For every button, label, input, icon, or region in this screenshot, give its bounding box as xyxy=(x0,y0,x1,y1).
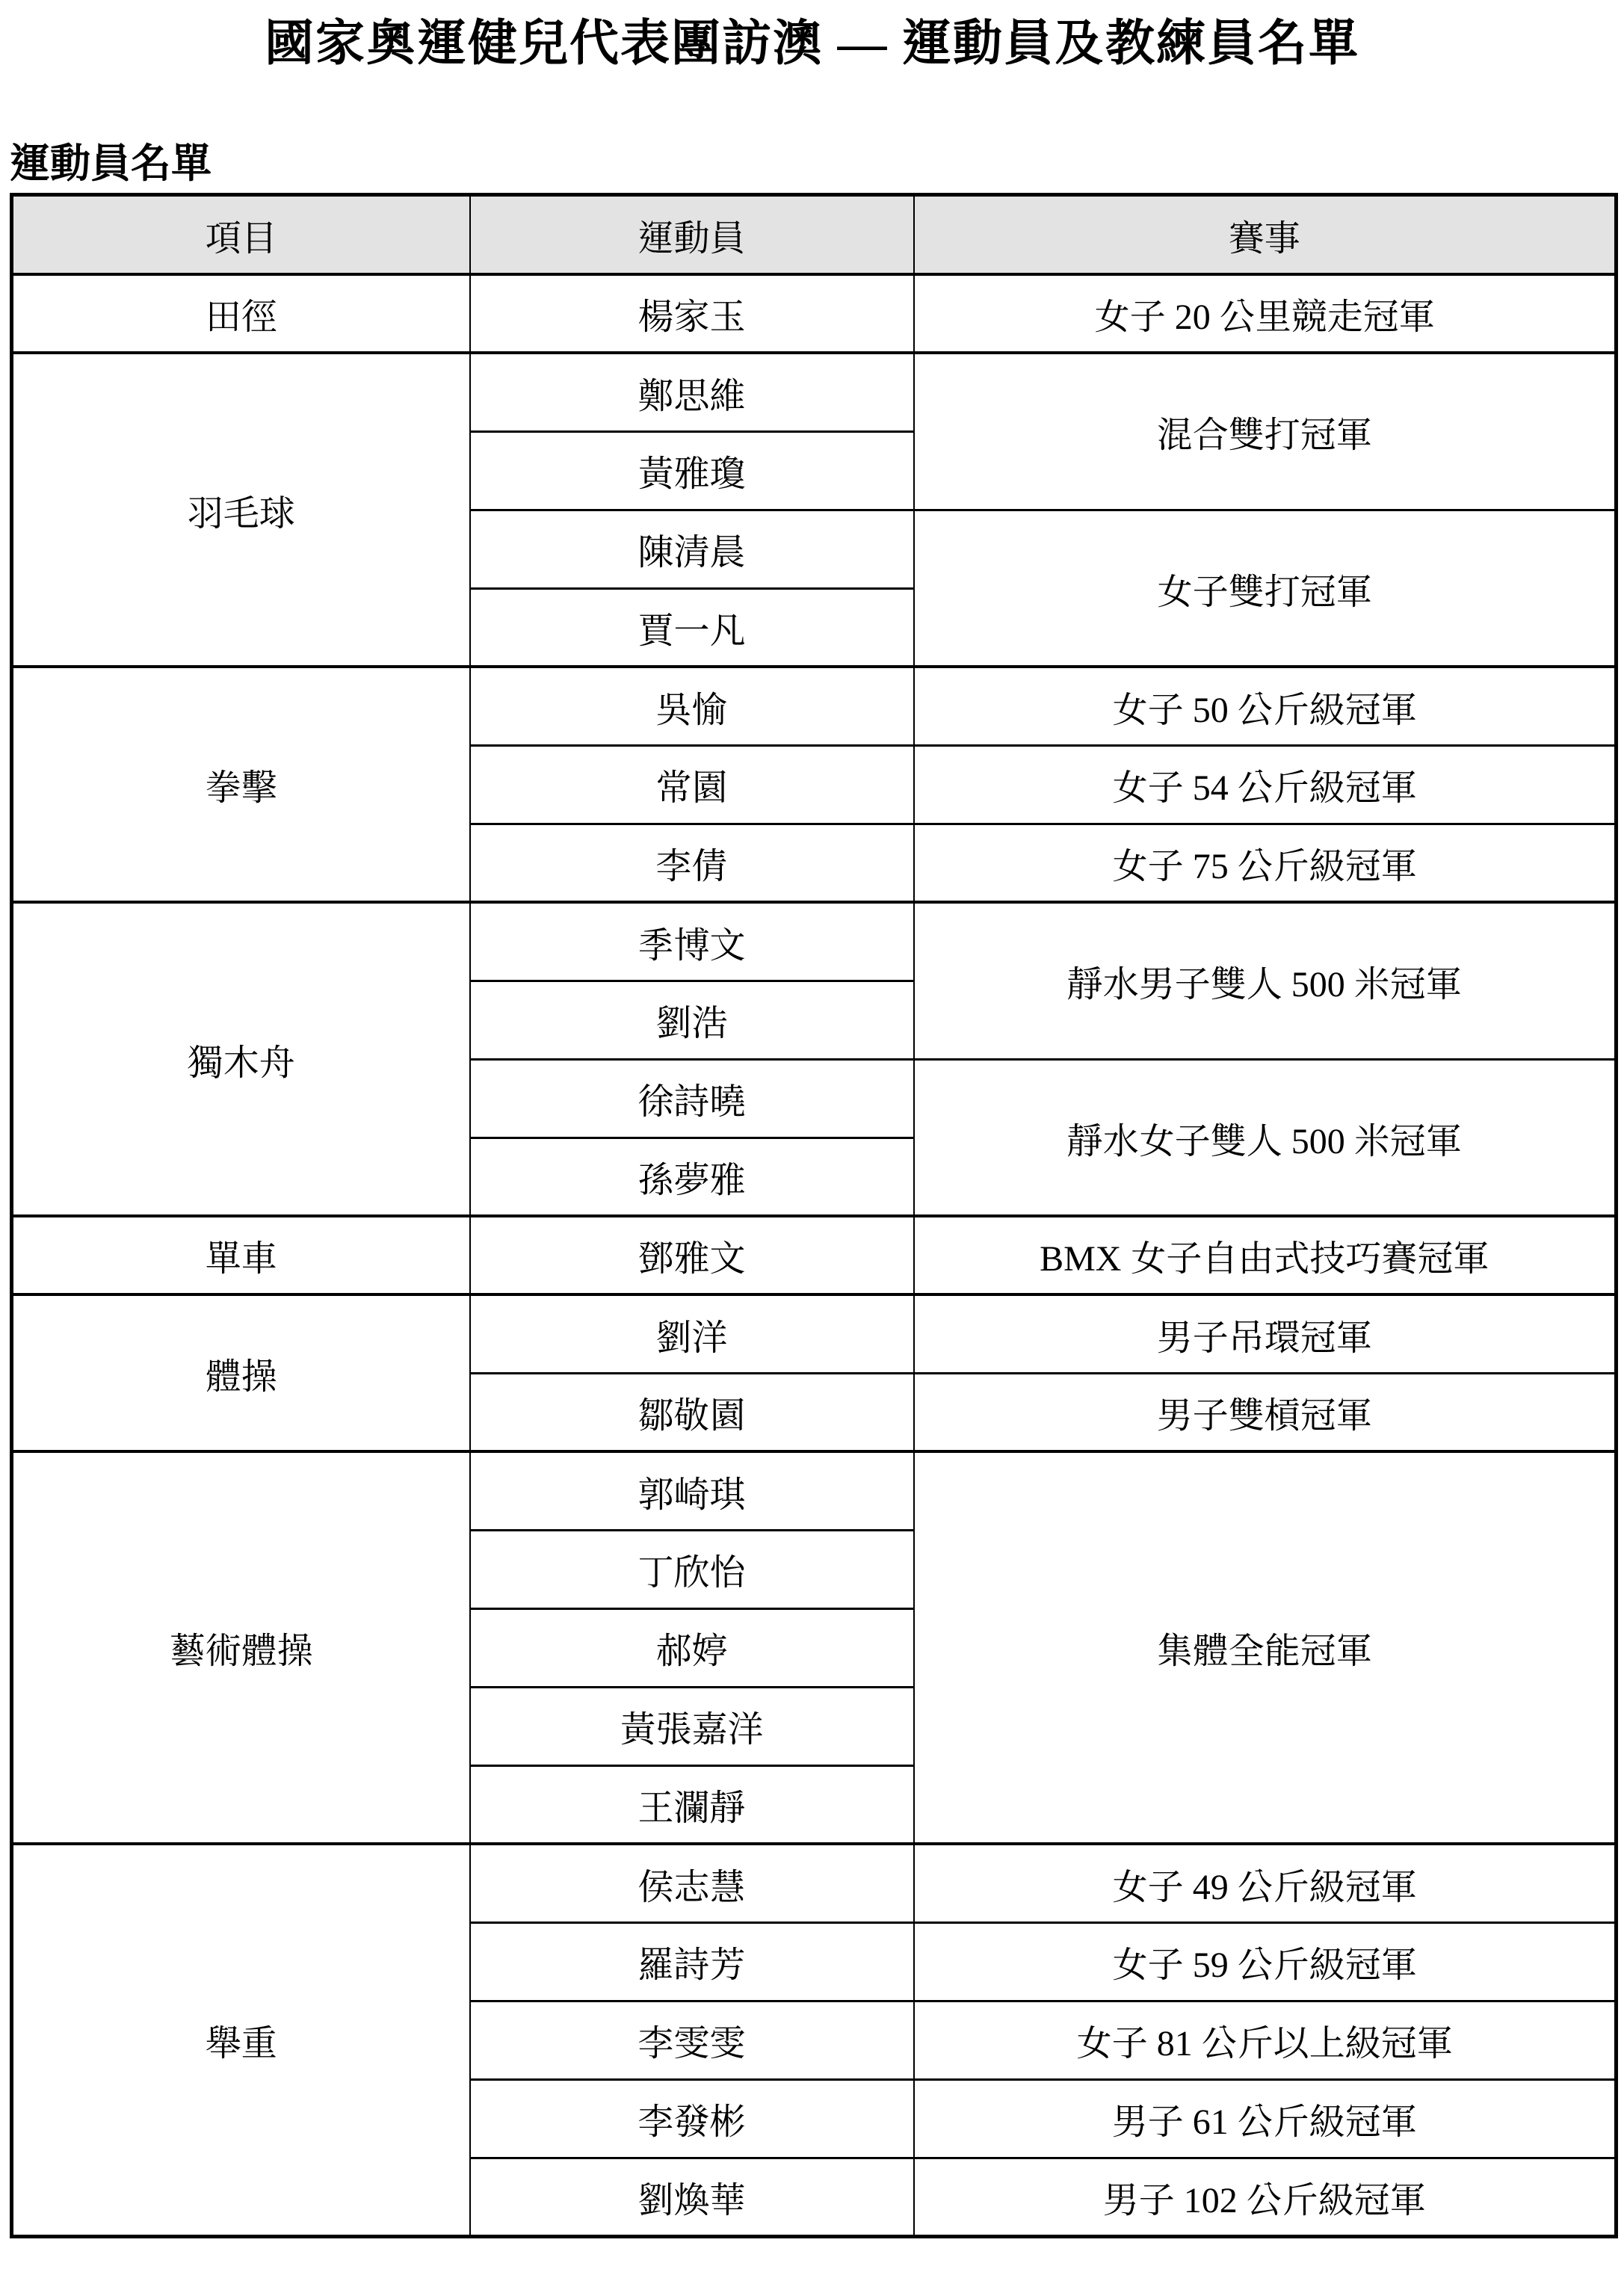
table-row xyxy=(12,274,1617,353)
athlete-cell: 黃張嘉洋 xyxy=(470,1687,914,1765)
athlete-cell: 丁欣怡 xyxy=(470,1530,914,1608)
table-row xyxy=(12,1844,1617,1922)
athlete-cell: 楊家玉 xyxy=(470,274,914,353)
athlete-cell: 李發彬 xyxy=(470,2079,914,2158)
athlete-cell: 劉煥華 xyxy=(470,2158,914,2236)
sport-cell: 藝術體操 xyxy=(12,1451,470,1844)
sport-cell: 獨木舟 xyxy=(12,902,470,1216)
athlete-cell: 吳愉 xyxy=(470,667,914,745)
athlete-cell: 王瀾靜 xyxy=(470,1765,914,1844)
event-cell: 女子 59 公斤級冠軍 xyxy=(914,1922,1617,2001)
event-cell: 女子 50 公斤級冠軍 xyxy=(914,667,1617,745)
sport-cell: 體操 xyxy=(12,1294,470,1451)
athlete-cell: 郝婷 xyxy=(470,1608,914,1687)
event-cell: 男子吊環冠軍 xyxy=(914,1294,1617,1373)
event-cell: 女子 75 公斤級冠軍 xyxy=(914,824,1617,902)
table-row xyxy=(12,1294,1617,1373)
event-cell: 女子雙打冠軍 xyxy=(914,510,1617,667)
athlete-cell: 賈一凡 xyxy=(470,588,914,667)
athlete-cell: 侯志慧 xyxy=(470,1844,914,1922)
table-row xyxy=(12,1451,1617,1530)
athletes-list-heading: 運動員名單 xyxy=(10,141,212,187)
event-cell: 女子 54 公斤級冠軍 xyxy=(914,745,1617,824)
athlete-cell: 鄭思維 xyxy=(470,353,914,431)
table-row xyxy=(12,902,1617,981)
event-cell: BMX 女子自由式技巧賽冠軍 xyxy=(914,1216,1617,1294)
athlete-cell: 劉洋 xyxy=(470,1294,914,1373)
athlete-cell: 劉浩 xyxy=(470,981,914,1059)
event-cell: 男子雙槓冠軍 xyxy=(914,1373,1617,1451)
table-row xyxy=(12,1216,1617,1294)
document-title: 國家奧運健兒代表團訪澳 — 運動員及教練員名單 xyxy=(265,16,1359,71)
sport-cell: 單車 xyxy=(12,1216,470,1294)
athlete-cell: 黃雅瓊 xyxy=(470,431,914,510)
athlete-cell: 郭崎琪 xyxy=(470,1451,914,1530)
event-cell: 靜水男子雙人 500 米冠軍 xyxy=(914,902,1617,1059)
athlete-cell: 季博文 xyxy=(470,902,914,981)
athletes-table xyxy=(10,193,1618,2238)
table-row xyxy=(12,667,1617,745)
event-cell: 女子 49 公斤級冠軍 xyxy=(914,1844,1617,1922)
athlete-cell: 徐詩曉 xyxy=(470,1059,914,1138)
event-cell: 男子 102 公斤級冠軍 xyxy=(914,2158,1617,2236)
athlete-cell: 李倩 xyxy=(470,824,914,902)
event-cell: 混合雙打冠軍 xyxy=(914,353,1617,510)
column-header-sport: 項目 xyxy=(12,194,470,274)
athlete-cell: 羅詩芳 xyxy=(470,1922,914,2001)
event-cell: 靜水女子雙人 500 米冠軍 xyxy=(914,1059,1617,1216)
athlete-cell: 鄒敬園 xyxy=(470,1373,914,1451)
athlete-cell: 李雯雯 xyxy=(470,2001,914,2079)
sport-cell: 拳擊 xyxy=(12,667,470,902)
event-cell: 集體全能冠軍 xyxy=(914,1451,1617,1844)
sport-cell: 田徑 xyxy=(12,274,470,353)
sport-cell: 舉重 xyxy=(12,1844,470,2236)
table-header-row xyxy=(12,194,1617,274)
athlete-cell: 陳清晨 xyxy=(470,510,914,588)
event-cell: 女子 81 公斤以上級冠軍 xyxy=(914,2001,1617,2079)
table-row xyxy=(12,353,1617,431)
event-cell: 男子 61 公斤級冠軍 xyxy=(914,2079,1617,2158)
column-header-athlete: 運動員 xyxy=(470,194,914,274)
event-cell: 女子 20 公里競走冠軍 xyxy=(914,274,1617,353)
sport-cell: 羽毛球 xyxy=(12,353,470,667)
athlete-cell: 常園 xyxy=(470,745,914,824)
athlete-cell: 鄧雅文 xyxy=(470,1216,914,1294)
column-header-event: 賽事 xyxy=(914,194,1617,274)
athlete-cell: 孫夢雅 xyxy=(470,1138,914,1216)
